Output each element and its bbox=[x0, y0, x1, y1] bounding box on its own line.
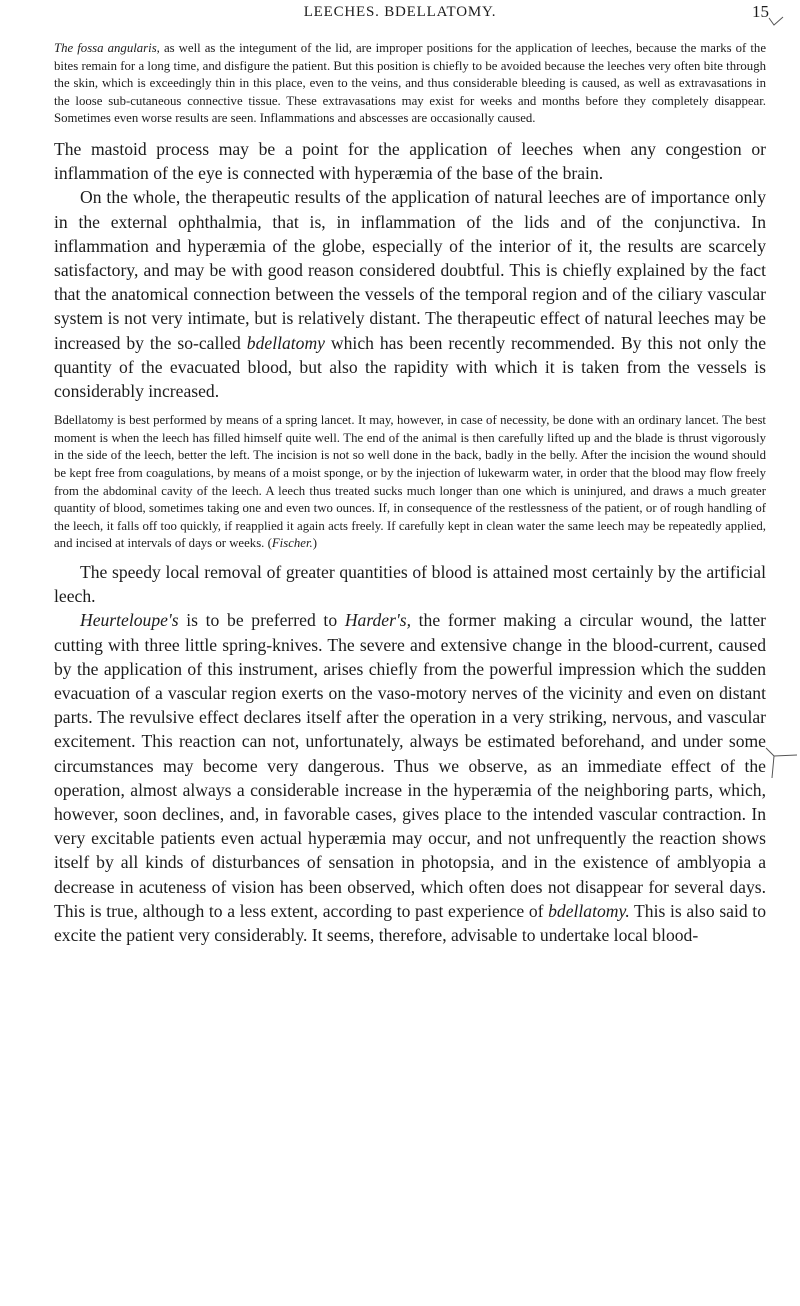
paragraph-text: This is also said to excite the patient very considerably. It seems, therefore, advisable to undertake local blood- bbox=[54, 900, 766, 945]
paragraph-text: ) bbox=[312, 536, 317, 551]
paragraph-artificial-leech: The speedy local removal of greater quantities of blood is attained most certainly by the artificial leech. bbox=[54, 561, 766, 607]
emphasis-term: bdellatomy. bbox=[548, 900, 630, 921]
paragraph-fossa-angularis bbox=[54, 40, 766, 128]
pencil-mark-icon bbox=[768, 16, 784, 30]
page-header bbox=[0, 2, 800, 24]
paragraph-text: which has been recently recommended. By this not only the quantity of the evacuated blood, but also the rapidity with which it is taken from the vessels is considerably increased. bbox=[54, 332, 766, 401]
paragraph-text: Bdellatomy is best performed by means of a spring lancet. It may, however, in case of necessity, be done with an ordinary lancet. The best moment is when the leech has filled himself quite well. The end of the animal is then carefully lifted up and the blade is thrust vigorously in the side of the leech, better the left. The incision is not so well done in the back, badly in the belly. After the incision the wound should be kept free from coagulations, by means of a moist sponge, or by the injection of lukewarm water, in order that the blood may flow freely from the abdominal cavity of the leech. A leech thus treated sucks much longer than one which is uninjured, and draws a much greater quantity of blood, sometimes taking one and even two ounces. If, in consequence of the restlessness of the patient, or of rough handling of the leech, it falls off too quickly, if reapplied it again acts freely. If carefully kept in clean water the same leech may be repeatedly applied, and incised at intervals of days or weeks. ( bbox=[54, 413, 766, 551]
pencil-mark-icon bbox=[764, 744, 798, 780]
paragraph-bdellatomy-technique bbox=[54, 412, 766, 553]
paragraph-text: is to be preferred to bbox=[178, 610, 345, 631]
emphasis-term: The fossa angularis, bbox=[54, 41, 160, 55]
paragraph-text: On the whole, the therapeutic results of the application of natural leeches are of importance only in the external ophthalmia, that is, in inflammation of the lids and of the conjunctiva. In inflammation and hyperæmia of the globe, especially of the interior of it, the results are scarcely satisfactory, and may be with good reason considered doubtful. This is chiefly explained by the fact that the anatomical connection between the vessels of the temporal region and of the ciliary vascular system is not very intimate, but is relatively distant. The therapeutic effect of natural leeches may be increased by the so-called bbox=[54, 187, 766, 353]
emphasis-term: Harder's, bbox=[344, 610, 411, 631]
paragraph-heurteloupe bbox=[54, 608, 766, 947]
paragraph-text: the former making a circular wound, the latter cutting with three little spring-knives. The severe and extensive change in the blood-current, caused by the application of this instrument, arises chiefly from the powerful impression which the sudden evacuation of a vascular region exerts on the vaso-motory nerves of the vicinity and even on distant parts. The revulsive effect declares itself after the operation in a very striking, nervous, and vascular excitement. This reaction can not, unfortunately, always be estimated beforehand, and under some circumstances may become very dangerous. Thus we observe, as an immediate effect of the operation, almost always a considerable increase in the hyperæmia of the neighboring parts, which, however, soon declines, and, in favorable cases, gives place to the intended vascular contraction. In very excitable patients even actual hyperæmia may occur, and not unfrequently the reaction shows itself by all kinds of disturbances of sensation in photopsia, and in the existence of amblyopia a decrease in acuteness of vision has been observed, which often does not disappear for several days. This is true, although to a less extent, according to past experience of bbox=[54, 610, 767, 921]
page-number: 15 bbox=[752, 2, 769, 21]
running-head: LEECHES. BDELLATOMY. bbox=[303, 4, 497, 20]
paragraph-therapeutic-results bbox=[54, 185, 766, 403]
citation-author: Fischer. bbox=[271, 536, 313, 551]
emphasis-term: bdellatomy bbox=[246, 332, 325, 353]
paragraph-mastoid-process: The mastoid process may be a point for the application of leeches when any congestion or inflammation of the eye is connected with hyperæmia of the base of the brain. bbox=[54, 138, 766, 184]
emphasis-term: Heurteloupe's bbox=[80, 610, 179, 631]
paragraph-text: as well as the integument of the lid, are improper positions for the application of leeches, because the marks of the bites remain for a long time, and disfigure the patient. But this position is chiefly to be avoided because the leeches very often bite through the skin, which is exceedingly thin in this place, even to the veins, and thus considerable bleeding is caused, as well as extravasations in the loose sub-cutaneous connective tissue. These extravasations may exist for weeks and months before they completely disappear. Sometimes even worse results are seen. Inflammations and abscesses are occasionally caused. bbox=[54, 41, 766, 126]
page-body bbox=[54, 40, 766, 947]
